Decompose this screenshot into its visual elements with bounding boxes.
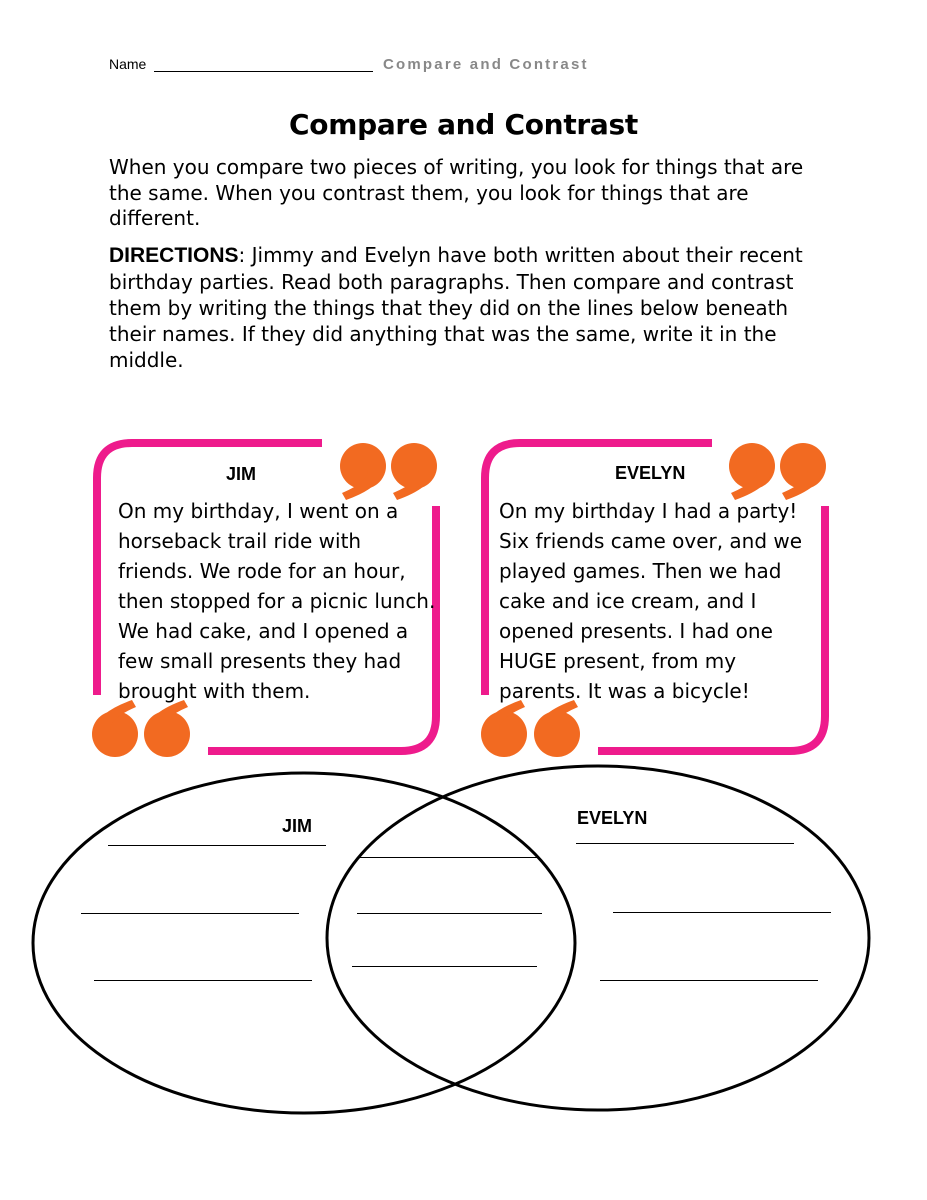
intro-text: When you compare two pieces of writing, you look for things that are the same. When you contrast them, you look for things that are different. (109, 155, 804, 230)
page-title: Compare and Contrast (289, 108, 638, 141)
venn-jim-label: JIM (282, 816, 313, 836)
venn-evelyn-line[interactable] (613, 912, 831, 913)
open-quote-icon (481, 700, 580, 757)
evelyn-box-name: EVELYN (615, 463, 686, 483)
venn-evelyn-line[interactable] (600, 980, 818, 981)
header-subtitle: Compare and Contrast (383, 56, 589, 73)
jim-paragraph: On my birthday, I went on a horseback trail ride with friends. We rode for an hour, then stopped for a picnic lunch. We had cake, and I opened a few small presents they had brought with them. (118, 499, 436, 703)
close-quote-icon (340, 443, 437, 500)
venn-both-line[interactable] (359, 857, 539, 858)
open-quote-icon (92, 700, 190, 757)
venn-jim-line[interactable] (81, 913, 299, 914)
directions-body: : Jimmy and Evelyn have both written about their recent birthday parties. Read both paragraphs. Then compare and contrast them by writing the things that they did on the lines below beneath their names. If they did anything that was the same, write it in the middle. (109, 243, 803, 372)
close-quote-icon (729, 443, 826, 500)
venn-jim-line[interactable] (108, 845, 326, 846)
venn-jim-line[interactable] (94, 980, 312, 981)
evelyn-paragraph: On my birthday I had a party! Six friends came over, and we played games. Then we had cake and ice cream, and I opened presents. I had one HUGE present, from my parents. It was a bicycle! (499, 499, 803, 703)
name-label: Name (109, 56, 147, 72)
directions-label: DIRECTIONS (109, 244, 239, 267)
venn-evelyn-label: EVELYN (577, 808, 648, 828)
venn-evelyn-line[interactable] (576, 843, 794, 844)
jim-box-name: JIM (226, 464, 257, 484)
venn-both-line[interactable] (357, 913, 542, 914)
venn-both-line[interactable] (352, 966, 537, 967)
